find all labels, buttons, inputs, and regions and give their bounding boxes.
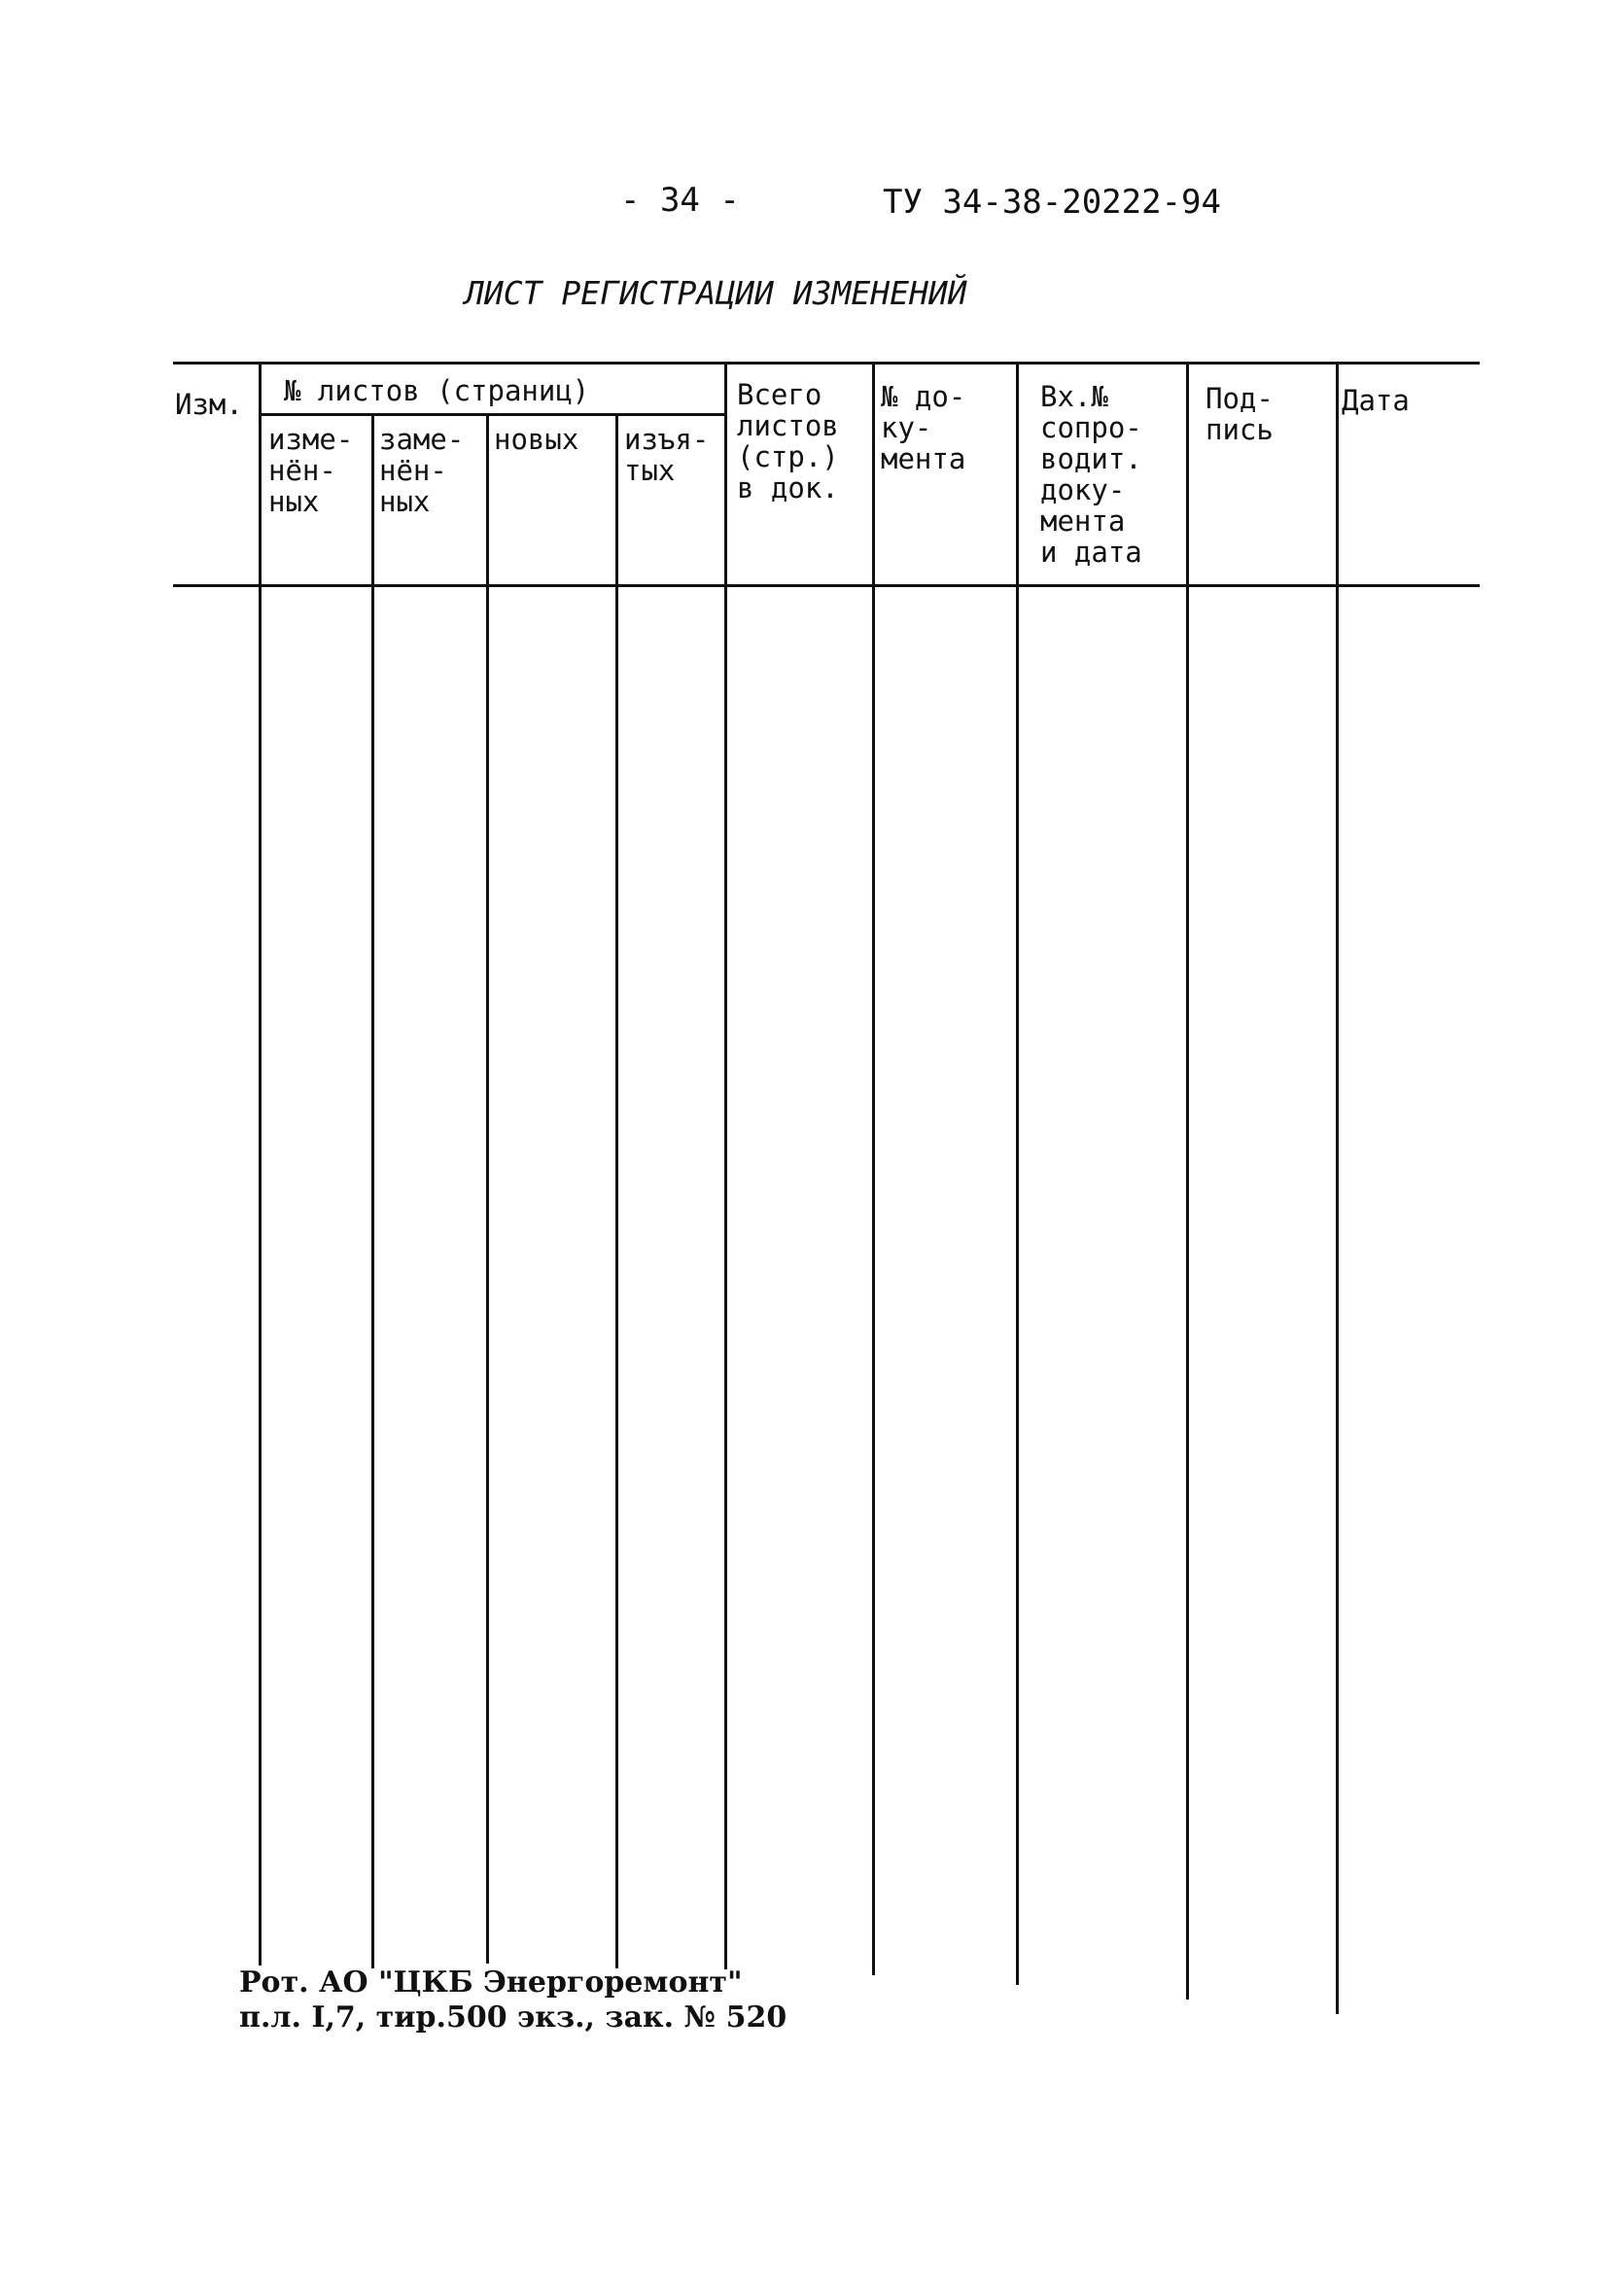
col-divider-1 bbox=[259, 362, 262, 1966]
table-top-border bbox=[173, 362, 1480, 365]
header-document-number: № до- ку- мента bbox=[881, 380, 966, 475]
header-new: новых bbox=[494, 423, 579, 456]
document-code: ТУ 34-38-20222-94 bbox=[883, 183, 1221, 222]
header-bottom-border bbox=[173, 584, 1480, 587]
col-divider-4 bbox=[615, 413, 618, 1968]
header-sheets-group: № листов (страниц) bbox=[284, 374, 590, 407]
col-divider-3 bbox=[486, 413, 489, 1964]
col-divider-8 bbox=[1186, 362, 1189, 2000]
header-signature: Под- пись bbox=[1206, 382, 1274, 446]
col-divider-9 bbox=[1336, 362, 1339, 2014]
footer-print-info: п.л. I,7, тир.500 экз., зак. № 520 bbox=[239, 2000, 787, 2035]
footer-printer: Рот. АО "ЦКБ Энергоремонт" bbox=[239, 1966, 743, 2000]
header-changed: изме- нён- ных bbox=[268, 423, 354, 518]
col-divider-5 bbox=[724, 362, 727, 1969]
col-divider-7 bbox=[1016, 362, 1019, 1985]
col-divider-2 bbox=[371, 413, 374, 1968]
header-date: Дата bbox=[1342, 384, 1410, 417]
col-divider-6 bbox=[872, 362, 875, 1975]
subheader-divider bbox=[261, 413, 725, 416]
header-total-sheets: Всего листов (стр.) в док. bbox=[737, 378, 839, 504]
header-removed: изъя- тых bbox=[624, 423, 710, 487]
header-replaced: заме- нён- ных bbox=[379, 423, 465, 518]
sheet-title: ЛИСТ РЕГИСТРАЦИИ ИЗМЕНЕНИЙ bbox=[465, 274, 967, 312]
header-izm: Изм. bbox=[175, 388, 243, 421]
header-incoming-number: Вх.№ сопро- водит. доку- мента и дата bbox=[1040, 380, 1142, 569]
page-number: - 34 - bbox=[620, 181, 740, 220]
